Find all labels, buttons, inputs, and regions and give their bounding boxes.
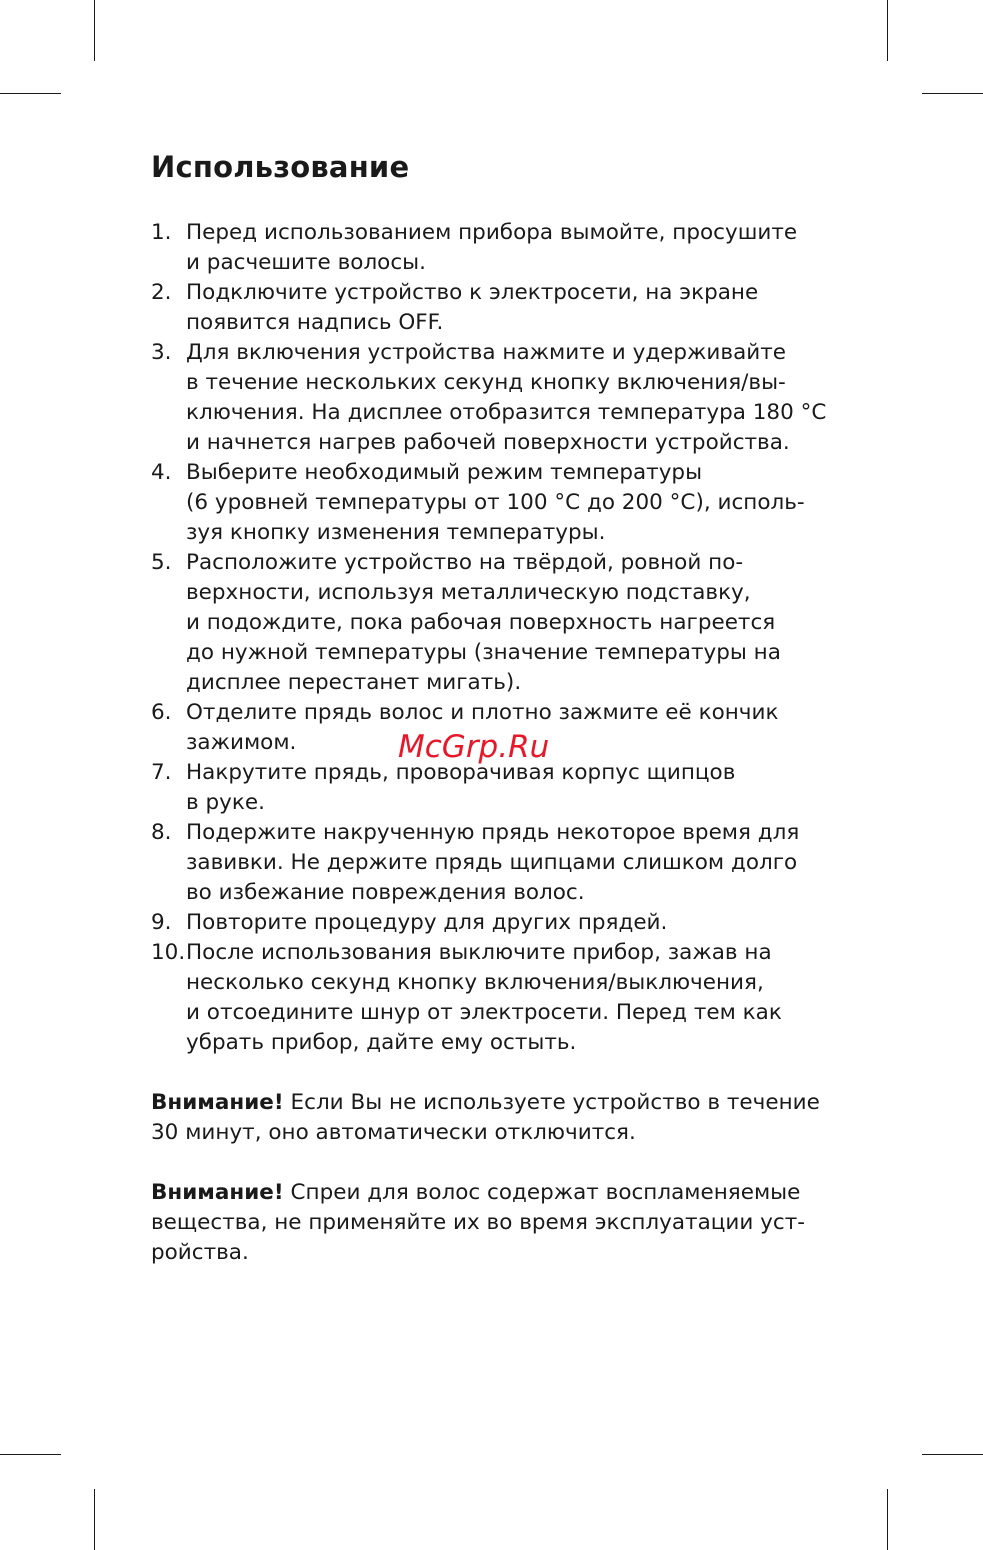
step-text-line: появится надпись OFF. — [186, 310, 444, 335]
step-text-line: Подержите накрученную прядь некоторое время для — [186, 820, 800, 845]
crop-mark — [0, 1454, 61, 1455]
step-text-line: несколько секунд кнопку включения/выключения, — [186, 970, 764, 995]
warning-text: Спреи для волос содержат воспламеняемые — [283, 1180, 801, 1205]
crop-mark — [887, 1489, 888, 1550]
list-item — [151, 908, 841, 938]
step-number: 7. — [151, 760, 172, 785]
step-text-line: Для включения устройства нажмите и удерживайте — [186, 340, 786, 365]
warning-line — [151, 1178, 841, 1208]
step-number: 3. — [151, 340, 172, 365]
step-text-line: (6 уровней температуры от 100 °С до 200 °С), исполь- — [186, 490, 805, 515]
step-number: 5. — [151, 550, 172, 575]
step-number: 6. — [151, 700, 172, 725]
warning-line: 30 минут, оно автоматически отключится. — [151, 1120, 636, 1145]
step-text-line: Перед использованием прибора вымойте, просушите — [186, 220, 798, 245]
step-text-line: Расположите устройство на твёрдой, ровной по- — [186, 550, 744, 575]
step-text-line: зуя кнопку изменения температуры. — [186, 520, 606, 545]
step-text-line: Подключите устройство к электросети, на экране — [186, 280, 759, 305]
warning-note — [151, 1088, 841, 1148]
list-item — [151, 458, 841, 548]
crop-mark — [0, 93, 61, 94]
crop-mark — [887, 0, 888, 61]
list-item — [151, 818, 841, 908]
warning-line: вещества, не применяйте их во время эксплуатации уст- — [151, 1210, 805, 1235]
step-text-line: ключения. На дисплее отобразится температура 180 °С — [186, 400, 827, 425]
step-text-line: и отсоедините шнур от электросети. Перед тем как — [186, 1000, 782, 1025]
list-item — [151, 338, 841, 458]
step-number: 1. — [151, 220, 172, 245]
step-text-line: во избежание повреждения волос. — [186, 880, 585, 905]
list-item — [151, 758, 841, 818]
step-text-line: дисплее перестанет мигать). — [186, 670, 522, 695]
crop-mark — [922, 1454, 983, 1455]
watermark: McGrp.Ru — [398, 729, 550, 765]
warning-line — [151, 1088, 841, 1118]
step-text-line: Накрутите прядь, проворачивая корпус щипцов — [186, 760, 736, 785]
step-text-line: в течение нескольких секунд кнопку включения/вы- — [186, 370, 786, 395]
crop-mark — [922, 93, 983, 94]
step-number: 9. — [151, 910, 172, 935]
step-text-line: завивки. Не держите прядь щипцами слишком долго — [186, 850, 798, 875]
step-text-line: Отделите прядь волос и плотно зажмите её кончик — [186, 700, 779, 725]
step-text-line: верхности, используя металлическую подставку, — [186, 580, 751, 605]
step-text-line: и начнется нагрев рабочей поверхности устройства. — [186, 430, 790, 455]
crop-mark — [94, 1489, 95, 1550]
warning-note — [151, 1178, 841, 1268]
step-text-line: и подождите, пока рабочая поверхность нагреется — [186, 610, 776, 635]
list-item — [151, 218, 841, 278]
step-number: 2. — [151, 280, 172, 305]
step-text-line: зажимом. — [186, 730, 297, 755]
step-text-line: Выберите необходимый режим температуры — [186, 460, 703, 485]
step-text-line: После использования выключите прибор, зажав на — [186, 940, 772, 965]
list-item — [151, 548, 841, 698]
instruction-list — [151, 218, 841, 1058]
step-text-line: Повторите процедуру для других прядей. — [186, 910, 668, 935]
step-text-line: в руке. — [186, 790, 265, 815]
warning-label: Внимание! — [151, 1090, 284, 1115]
step-text-line: убрать прибор, дайте ему остыть. — [186, 1030, 577, 1055]
warning-label: Внимание! — [151, 1180, 284, 1205]
warning-line: ройства. — [151, 1240, 249, 1265]
page-title: Использование — [151, 150, 410, 184]
warning-text: Если Вы не используете устройство в течение — [283, 1090, 820, 1115]
crop-mark — [94, 0, 95, 61]
list-item — [151, 938, 841, 1058]
step-number: 10. — [151, 940, 186, 965]
step-number: 4. — [151, 460, 172, 485]
list-item — [151, 278, 841, 338]
step-number: 8. — [151, 820, 172, 845]
step-text-line: до нужной температуры (значение температуры на — [186, 640, 781, 665]
step-text-line: и расчешите волосы. — [186, 250, 426, 275]
